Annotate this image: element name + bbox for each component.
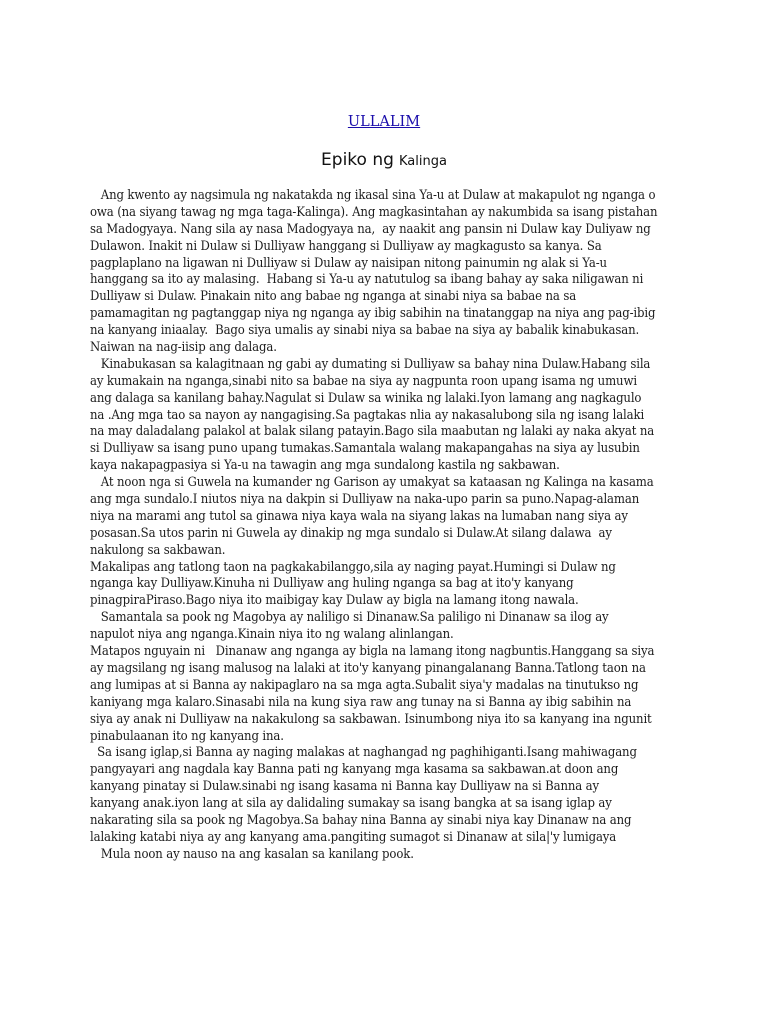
story-line: si Dulliyaw sa isang puno upang tumakas.Samantala walang makapangahas na siya ay lusubin xyxy=(90,440,640,456)
story-line: Mula noon ay nauso na ang kasalan sa kanilang pook. xyxy=(90,845,414,861)
story-line: ay magsilang ng isang malusog na lalaki at ito'y kanyang pinangalanang Banna.Tatlong taon na xyxy=(90,659,646,675)
story-line: kanyang anak.iyon lang at sila ay dalidaling sumakay sa isang bangka at sa isang iglap ay xyxy=(90,795,612,811)
title-link[interactable]: ULLALIM xyxy=(347,114,421,130)
story-line: pagplaplano na ligawan ni Dulliyaw si Dulaw ay naisipan nitong painumin ng alak si Ya-u xyxy=(90,254,607,270)
story-line: Makalipas ang tatlong taon na pagkakabilanggo,sila ay naging payat.Humingi si Dulaw ng xyxy=(90,558,616,574)
story-line: pinagpiraPiraso.Bago niya ito maibigay kay Dulaw ay bigla na lamang itong nawala. xyxy=(90,592,579,608)
story-line: Dulliyaw si Dulaw. Pinakain nito ang babae ng nganga at sinabi niya sa babae na sa xyxy=(90,288,577,304)
story-line: niya na marami ang tutol sa ginawa niya kaya wala na siyang lakas na lumaban nang siya ay xyxy=(90,507,628,523)
story-line: Naiwan na nag-iisip ang dalaga. xyxy=(90,339,277,355)
subtitle-main: Epiko ng xyxy=(321,150,394,170)
story-line: Dulawon. Inakit ni Dulaw si Dulliyaw hanggang si Dulliyaw ay magkagusto sa kanya. Sa xyxy=(90,237,602,253)
story-line: nakulong sa sakbawan. xyxy=(90,541,226,557)
story-body xyxy=(90,187,658,863)
story-line: posasan.Sa utos parin ni Guwela ay dinakip ng mga sundalo si Dulaw.At silang dalawa ay xyxy=(90,524,612,540)
story-line: ay kumakain na nganga,sinabi nito sa babae na siya ay nagpunta roon upang isama ng umuwi xyxy=(90,372,637,388)
story-line: ang mga sundalo.I niutos niya na dakpin si Dulliyaw na naka-upo parin sa puno.Napag-alaman xyxy=(90,491,640,507)
story-line: napulot niya ang nganga.Kinain niya ito ng walang alinlangan. xyxy=(90,626,454,642)
story-line: siya ay anak ni Dulliyaw na nakakulong sa sakbawan. Isinumbong niya ito sa kanyang ina ngunit xyxy=(90,710,652,726)
document-subtitle xyxy=(0,149,768,173)
story-line: lalaking katabi niya ay ang kanyang ama.pangiting sumagot si Dinanaw at sila|'y lumigaya xyxy=(90,828,617,844)
story-line: Kinabukasan sa kalagitnaan ng gabi ay dumating si Dulliyaw sa bahay nina Dulaw.Habang sila xyxy=(90,355,651,371)
document-title xyxy=(0,112,768,132)
story-line: pangyayari ang nagdala kay Banna pati ng kanyang mga kasama sa sakbawan.at doon ang xyxy=(90,761,619,777)
story-line: pamamagitan ng pagtanggap niya ng nganga ay ibig sabihin na tinatanggap na niya ang pag-ibig xyxy=(90,305,656,321)
story-line: hanggang sa ito ay malasing. Habang si Ya-u ay natutulog sa ibang bahay ay saka niligawan ni xyxy=(90,271,644,287)
story-line: kanyang pinatay si Dulaw.sinabi ng isang kasama ni Banna kay Dulliyaw na si Banna ay xyxy=(90,778,600,794)
story-line: nganga kay Dulliyaw.Kinuha ni Dulliyaw ang huling nganga sa bag at ito'y kanyang xyxy=(90,575,574,591)
story-line: Ang kwento ay nagsimula ng nakatakda ng ikasal sina Ya-u at Dulaw at makapulot ng nganga o xyxy=(90,187,656,202)
story-line: sa Madogyaya. Nang sila ay nasa Madogyaya na, ay naakit ang pansin ni Dulaw kay Duliyaw ng xyxy=(90,220,651,236)
story-line: pinabulaanan ito ng kanyang ina. xyxy=(90,727,284,743)
subtitle-region: Kalinga xyxy=(399,154,447,169)
story-line: na may daladalang palakol at balak silang patayin.Bago sila maabutan ng lalaki ay naka akyat na xyxy=(90,423,655,439)
story-line: ang lumipas at si Banna ay nakipaglaro na sa mga agta.Subalit siya'y madalas na tinutukso ng xyxy=(90,676,639,692)
story-line: At noon nga si Guwela na kumander ng Garison ay umakyat sa kataasan ng Kalinga na kasama xyxy=(90,474,654,490)
story-line: kaniyang mga kalaro.Sinasabi nila na kung siya raw ang tunay na si Banna ay ibig sabihin na xyxy=(90,693,632,709)
story-line: ang dalaga sa kanilang bahay.Nagulat si Dulaw sa winika ng lalaki.Iyon lamang ang nagkagulo xyxy=(90,389,642,405)
story-line: Matapos nguyain ni Dinanaw ang nganga ay bigla na lamang itong nagbuntis.Hanggang sa siya xyxy=(90,643,655,659)
story-line: Samantala sa pook ng Magobya ay naliligo si Dinanaw.Sa paliligo ni Dinanaw sa ilog ay xyxy=(90,609,609,625)
story-line: nakarating sila sa pook ng Magobya.Sa bahay nina Banna ay sinabi niya kay Dinanaw na ang xyxy=(90,811,632,827)
story-line: na kanyang iniaalay. Bago siya umalis ay sinabi niya sa babae na siya ay babalik kinabukasan. xyxy=(90,322,640,338)
story-line: Sa isang iglap,si Banna ay naging malakas at naghangad ng paghihiganti.Isang mahiwagang xyxy=(90,744,637,760)
story-line: owa (na siyang tawag ng mga taga-Kalinga). Ang magkasintahan ay nakumbida sa isang pistahan xyxy=(90,203,658,219)
story-line: kaya nakapagpasiya si Ya-u na tawagin ang mga sundalong kastila ng sakbawan. xyxy=(90,457,560,473)
story-line: na .Ang mga tao sa nayon ay nangagising.Sa pagtakas nlia ay nakasalubong sila ng isang lalaki xyxy=(90,406,645,422)
